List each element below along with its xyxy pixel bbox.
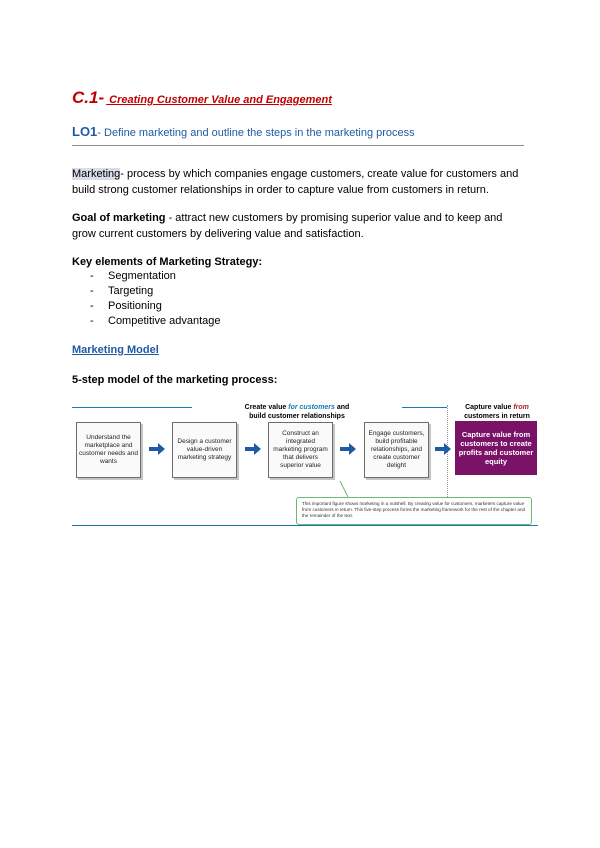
key-elements-title: Key elements of Marketing Strategy: [72,256,263,268]
arrow-right-icon [244,442,262,456]
arrow-right-icon [434,442,452,456]
key-elements-list [90,269,221,329]
step-box-1: Understand the marketplace and customer needs and wants [76,422,141,478]
learning-objective [72,123,415,141]
step-box-5-capture-value: Capture value from customers to create profits and customer equity [455,421,537,475]
step-box-4: Engage customers, build profitable relationships, and create customer delight [364,422,429,478]
step-box-2: Design a customer value-driven marketing strategy [172,422,237,478]
arrow-right-icon [148,442,166,456]
definition-term: Marketing [72,168,121,180]
goal-text: - attract new customers by promising superior value and to keep and grow current customers by delivering value and satisfaction. [72,212,503,240]
section-title: Creating Customer Value and Engagement [106,94,332,106]
figure-bottom-rule [72,525,538,526]
goal-term: Goal of marketing [72,212,166,224]
arrow-right-icon [339,442,357,456]
step-box-3: Construct an integrated marketing program that delivers superior value [268,422,333,478]
goal-paragraph [72,210,528,242]
header-rule-left [72,407,192,408]
lo-code: LO1 [72,124,98,139]
marketing-process-figure [72,402,538,526]
steps-heading: 5-step model of the marketing process: [72,374,278,386]
callout-pointer [322,480,352,498]
definition-paragraph [72,166,528,198]
lo-text: - Define marketing and outline the steps in the marketing process [97,127,415,139]
capture-value-header: Capture value from customers in return [464,404,530,420]
header-rule-right [402,407,447,408]
definition-text: - process by which companies engage customers, create value for customers and build strong customer relationships in order to capture value from customers in return. [72,168,519,196]
list-item: - Targeting [90,285,154,297]
divider [72,145,524,146]
list-item: - Competitive advantage [90,315,221,327]
list-item: - Positioning [90,300,162,312]
create-value-header: Create value for customers and build customer relationships [244,404,350,420]
section-code: C.1- [72,88,105,107]
section-heading [72,88,332,108]
figure-callout: This important figure shows marketing in a nutshell. By creating value for customers, marketers capture value from customers in return. This five-step process forms the marketing framework for the rest of the chapter and the remainder of the text. [296,497,532,525]
marketing-model-link[interactable]: Marketing Model [72,344,159,356]
list-item: - Segmentation [90,270,176,282]
